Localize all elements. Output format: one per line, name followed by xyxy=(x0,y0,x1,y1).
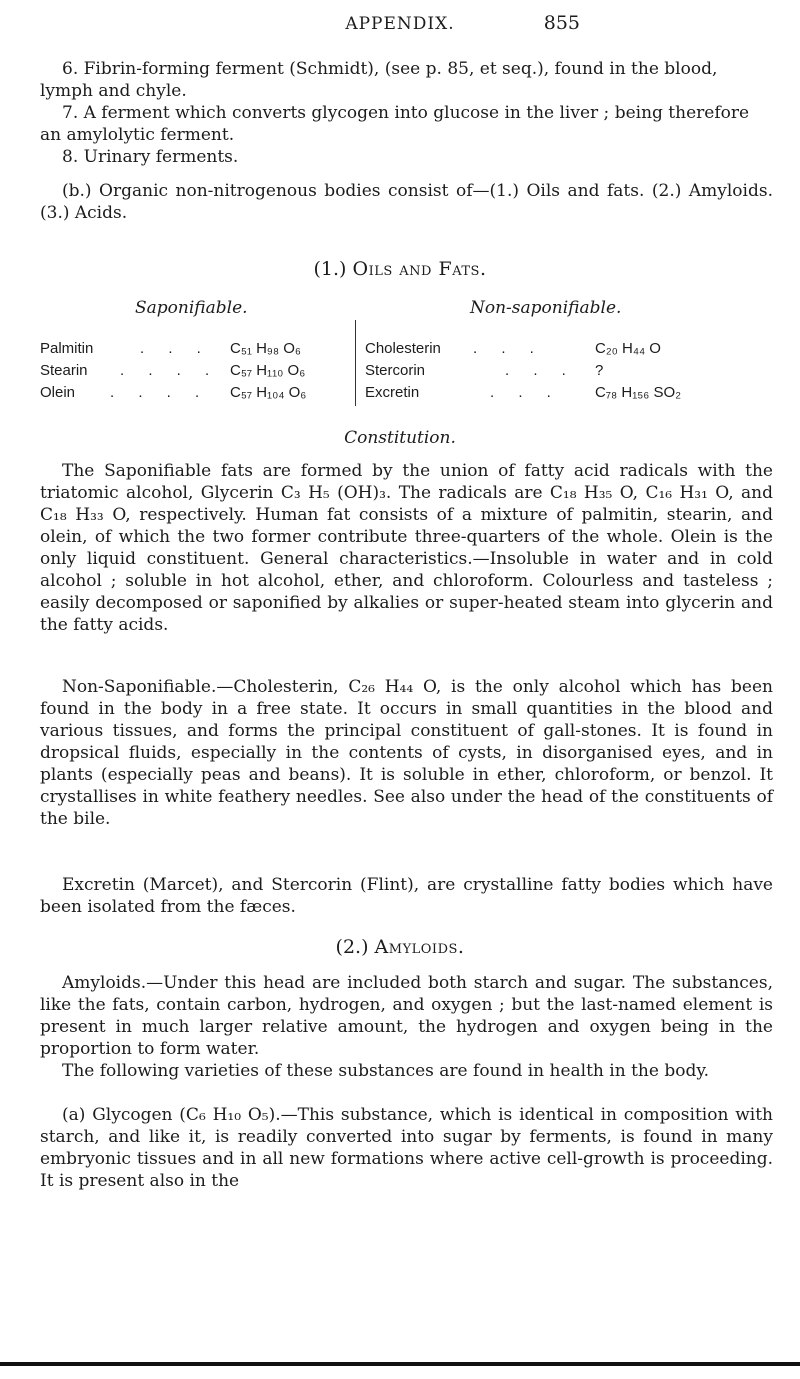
table-divider xyxy=(355,320,356,406)
paragraph-ferment-8: 8. Urinary ferments. xyxy=(62,147,239,167)
chemical-formula: C₂₀ H₄₄ O xyxy=(595,340,661,357)
table-row xyxy=(365,340,760,362)
leader-dots: . . . xyxy=(490,384,561,401)
column-heading-saponifiable: Saponifiable. xyxy=(135,298,248,318)
table-row xyxy=(365,384,760,406)
chemical-formula: C₅₇ H₁₀₄ O₆ xyxy=(230,384,307,401)
page-bottom-edge xyxy=(0,1362,800,1366)
paragraph-ferment-7: 7. A ferment which converts glycogen into glucose in the liver ; being therefore an amylolytic ferment. xyxy=(40,103,750,145)
substance-name: Stearin xyxy=(40,362,88,379)
leader-dots: . . . xyxy=(140,340,211,357)
paragraph-non-nitrogenous: (b.) Organic non-nitrogenous bodies consist of—(1.) Oils and fats. (2.) Amyloids. (3.) Acids. xyxy=(40,181,773,223)
table-row xyxy=(40,384,340,406)
page-number: 855 xyxy=(543,12,580,34)
paragraph-excretin: Excretin (Marcet), and Stercorin (Flint), are crystalline fatty bodies which have been isolated from the fæces. xyxy=(40,875,773,917)
section-number: (2.) xyxy=(335,936,369,958)
chemical-formula: C₇₈ H₁₅₆ SO₂ xyxy=(595,384,682,401)
substance-name: Stercorin xyxy=(365,362,426,379)
paragraph-glycogen: (a) Glycogen (C₆ H₁₀ O₅).—This substance, which is identical in composition with starch, and like it, is readily converted into sugar by ferments, is found in many embryonic tissues and in all new formations where active cell-growth is proceeding. It is present also in the xyxy=(40,1105,773,1191)
section-heading-oils-fats xyxy=(0,258,800,280)
paragraph-cholesterin: Non-Saponifiable.—Cholesterin, C₂₆ H₄₄ O, is the only alcohol which has been found in the body in a free state. It occurs in small quantities in the blood and various tissues, and forms the principal constituent of gall-stones. It is found in dropsical fluids, especially in the contents of cysts, in disorganised eyes, and in plants (especially peas and beans). It is soluble in ether, chloroform, or benzol. It crystallises in white feathery needles. See also under the head of the constituents of the bile. xyxy=(40,677,773,829)
fats-table xyxy=(40,340,760,408)
leader-dots: . . . xyxy=(473,340,544,357)
column-heading-non-saponifiable: Non-saponifiable. xyxy=(470,298,622,318)
paragraph-varieties: The following varieties of these substances are found in health in the body. xyxy=(62,1061,710,1081)
leader-dots: . . . . xyxy=(120,362,220,379)
substance-name: Excretin xyxy=(365,384,420,401)
page-header xyxy=(0,10,800,40)
section-title: Oils and Fats. xyxy=(352,258,487,280)
chemical-formula: C₅₁ H₉₈ O₆ xyxy=(230,340,301,357)
table-row xyxy=(40,340,340,362)
substance-name: Palmitin xyxy=(40,340,94,357)
chemical-formula: C₅₇ H₁₁₀ O₆ xyxy=(230,362,306,379)
running-head: APPENDIX. xyxy=(345,14,455,34)
substance-name: Olein xyxy=(40,384,76,401)
leader-dots: . . . xyxy=(505,362,576,379)
subheading-constitution: Constitution. xyxy=(344,428,456,448)
section-title: Amyloids. xyxy=(374,936,465,958)
paragraph-saponifiable-fats: The Saponifiable fats are formed by the union of fatty acid radicals with the triatomic alcohol, Glycerin C₃ H₅ (OH)₃. The radicals are C₁₈ H₃₅ O, C₁₆ H₃₁ O, and C₁₈ H₃₃ O, respectively. Human fat consists of a mixture of palmitin, stearin, and olein, of which the two former contribute three-quarters of the whole. Olein is the only liquid constituent. General characteristics.—Insoluble in water and in cold alcohol ; soluble in hot alcohol, ether, and chloroform. Colourless and tasteless ; easily decomposed or saponified by alkalies or super-heated steam into glycerin and the fatty acids. xyxy=(40,461,773,635)
substance-name: Cholesterin xyxy=(365,340,441,357)
section-number: (1.) xyxy=(313,258,347,280)
leader-dots: . . . . xyxy=(110,384,210,401)
section-heading-amyloids xyxy=(0,936,800,958)
paragraph-ferment-6: 6. Fibrin-forming ferment (Schmidt), (see p. 85, et seq.), found in the blood, lymph and chyle. xyxy=(40,59,718,101)
table-row xyxy=(40,362,340,384)
paragraph-amyloids: Amyloids.—Under this head are included both starch and sugar. The substances, like the fats, contain carbon, hydrogen, and oxygen ; but the last-named element is present in much larger relative amount, the hydrogen and oxygen being in the proportion to form water. xyxy=(40,973,773,1059)
table-row xyxy=(365,362,760,384)
chemical-formula: ? xyxy=(595,362,604,379)
